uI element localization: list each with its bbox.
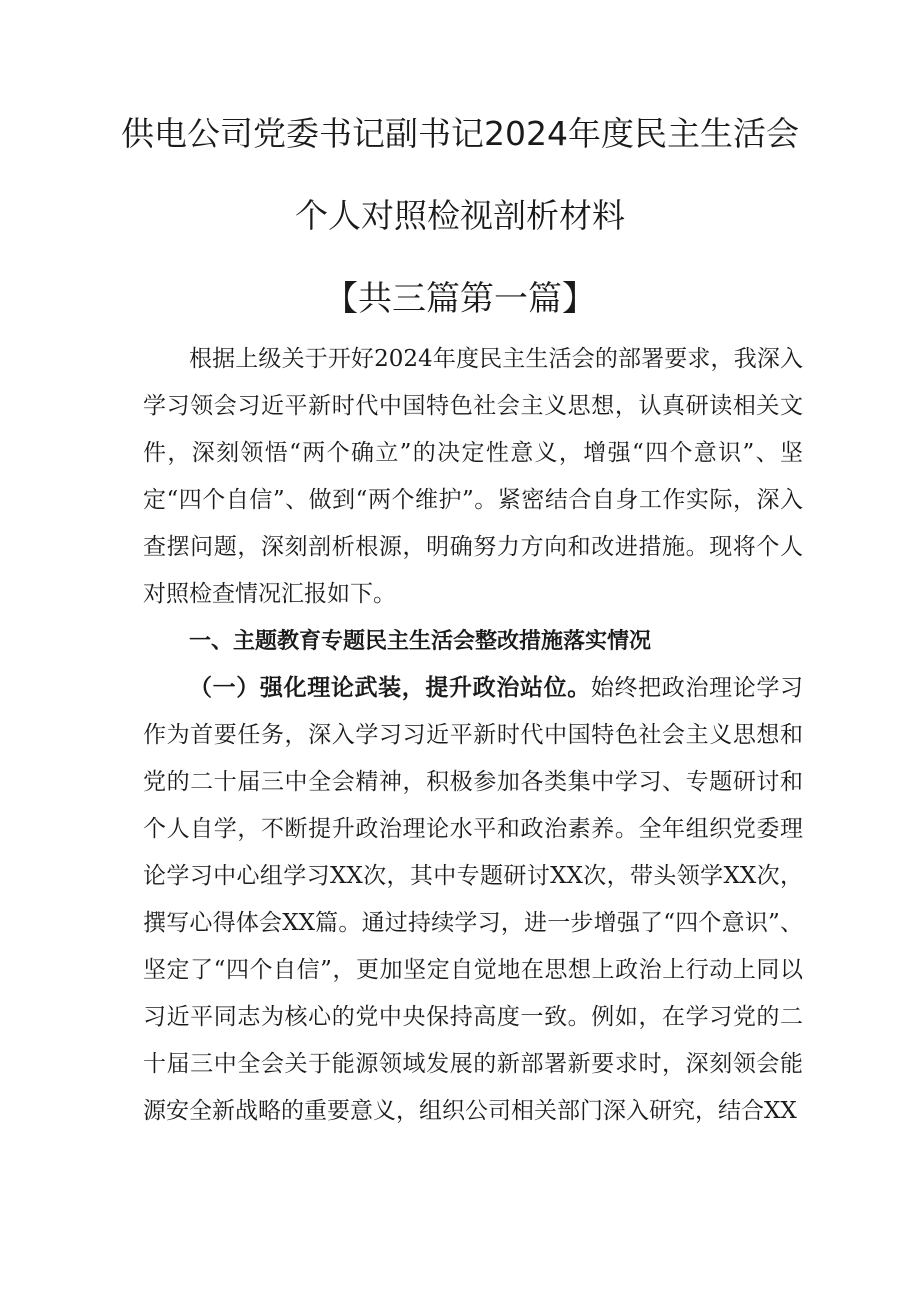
intro-paragraph: 根据上级关于开好2024年度民主生活会的部署要求，我深入学习领会习近平新时代中国特色社会主义思想，认真研读相关文件，深刻领悟“两个确立”的决定性意义，增强“四个意识”、坚定“四个自信”、做到“两个维护”。紧密结合自身工作实际，深入查摆问题，深刻剖析根源，明确努力方向和改进措施。现将个人对照检查情况汇报如下。 <box>143 346 803 607</box>
subsection-paragraph-1 <box>143 665 803 1135</box>
subsection-title-1: （一）强化理论武装，提升政治站位。 <box>189 675 591 701</box>
document-title-line-2: 个人对照检视剖析材料 <box>295 196 625 235</box>
subsection-body-1: 始终把政治理论学习作为首要任务，深入学习习近平新时代中国特色社会主义思想和党的二十届三中全会精神，积极参加各类集中学习、专题研讨和个人自学，不断提升政治理论水平和政治素养。全年组织党委理论学习中心组学习XX次，其中专题研讨XX次，带头领学XX次，撰写心得体会XX篇。通过持续学习，进一步增强了“四个意识”、坚定了“四个自信”，更加坚定自觉地在思想上政治上行动上同以习近平同志为核心的党中央保持高度一致。例如，在学习党的二十届三中全会关于能源领域发展的新部署新要求时，深刻领会能源安全新战略的重要意义，组织公司相关部门深入研究，结合XX <box>143 675 804 1124</box>
document-title-line-1: 供电公司党委书记副书记2024年度民主生活会 <box>121 114 799 153</box>
document-part-label: 【共三篇第一篇】 <box>324 279 596 319</box>
document-body <box>143 336 803 1135</box>
section-heading-1: 一、主题教育专题民主生活会整改措施落实情况 <box>189 629 652 654</box>
